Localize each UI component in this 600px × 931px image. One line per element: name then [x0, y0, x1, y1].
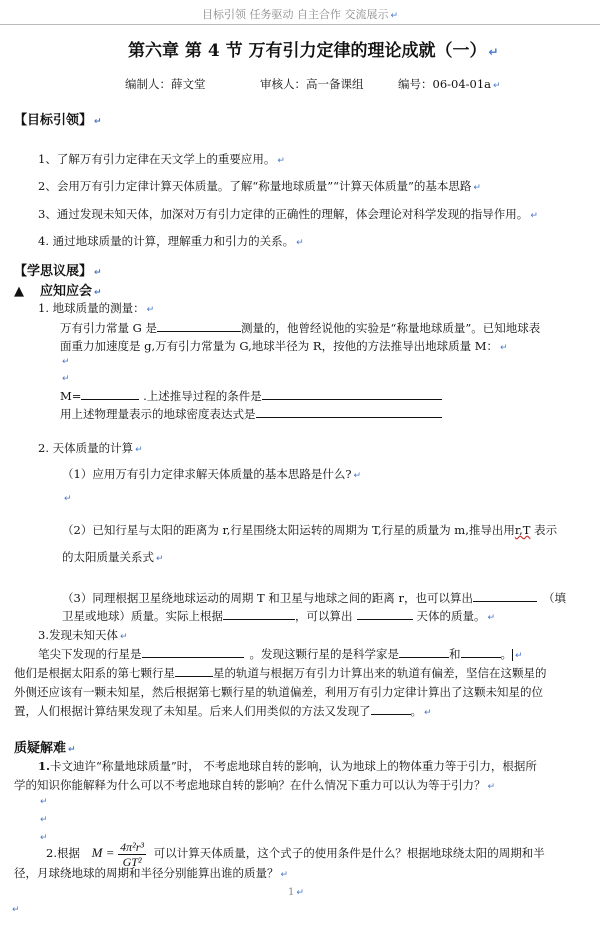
- section-qa: 质疑解难 ↵: [14, 741, 76, 756]
- item1-line2: 面重力加速度是 g,万有引力常量为 G,地球半径为 R，按他的方法推导出地球质量 M： ↵: [60, 339, 508, 353]
- meta-number: 编号：06-04-01a ↵: [398, 77, 501, 91]
- qa-q2-line2: 径，月球绕地球的周期和半径分别能算出谁的质量？ ↵: [14, 866, 289, 880]
- blank-field[interactable]: [256, 406, 442, 418]
- text-cursor: [512, 649, 513, 661]
- section-study: 【学思议展】 ↵: [14, 264, 102, 279]
- blank-field[interactable]: [371, 703, 411, 715]
- item2-q2: （2）已知行星与太阳的距离为 r,行星围绕太阳运转的周期为 T,行星的质量为 m,推导出用r,T 表示: [62, 523, 558, 537]
- item2-q3c: 卫星或地球）质量。实际上根据 ，可以算出 天体的质量。 ↵: [62, 609, 496, 623]
- blank-field[interactable]: [399, 646, 449, 658]
- empty-line: ↵: [62, 357, 70, 367]
- section-respond: ▲ 应知应会 ↵: [14, 284, 102, 299]
- goal-2: 2、会用万有引力定律计算天体质量。了解“称量地球质量”“计算天体质量”的基本思路 ↵: [38, 179, 481, 193]
- empty-line: ↵: [40, 797, 48, 807]
- item1-head: 1. 地球质量的测量： ↵: [38, 301, 155, 315]
- section-goals: 【目标引领】 ↵: [14, 113, 102, 128]
- item3-line2: 他们是根据太阳系的第七颗行星 星的轨道与根据万有引力计算出来的轨道有偏差，坚信在这颗星的: [14, 666, 547, 680]
- empty-line: ↵: [12, 905, 20, 915]
- blank-field[interactable]: [262, 388, 442, 400]
- item2-head: 2. 天体质量的计算 ↵: [38, 441, 143, 455]
- qa-q2-line1: 2.根据 M = $\frac{\text{4π²r³}}{\text{GT²}}$ 可以计算天体质量，这个式子的使用条件是什么？根据地球绕太阳的周期和半: [46, 839, 545, 869]
- meta-reviewer: 审核人：高一备课组: [260, 77, 364, 91]
- item2-q2c: 的太阳质量关系式 ↵: [62, 550, 164, 564]
- item2-q3: （3）同理根据卫星绕地球运动的周期 T 和卫星与地球之间的距离 r，也可以算出 （填: [62, 591, 566, 605]
- item3-line3: 外侧还应该有一颗未知星，然后根据第七颗行星的轨道偏差，利用万有引力定律计算出了这颗未知星的位: [14, 685, 543, 699]
- blank-field[interactable]: [461, 646, 501, 658]
- item1-density: 用上述物理量表示的地球密度表达式是: [60, 406, 442, 422]
- item3-line1: 笔尖下发现的行星是 。发现这颗行星的是科学家是 和 。 ↵: [38, 647, 523, 661]
- blank-field[interactable]: [357, 608, 413, 620]
- goal-1: 1、了解万有引力定律在天文学上的重要应用。 ↵: [38, 152, 285, 166]
- page-title: 第六章 第 4 节 万有引力定律的理论成就（一） ↵: [128, 41, 499, 61]
- formula-denominator: GT²: [122, 854, 142, 869]
- item1-line1: 万有引力常量 G 是 测量的，他曾经说他的实验是“称量地球质量”。已知地球表: [60, 321, 541, 335]
- qa-q1-line1: 1.卡文迪许“称量地球质量”时， 不考虑地球自转的影响，认为地球上的物体重力等于引力，根据所: [38, 759, 537, 773]
- item3-head: 3.发现未知天体 ↵: [38, 628, 128, 642]
- goal-4: 4. 通过地球质量的计算，理解重力和引力的关系。 ↵: [38, 234, 304, 248]
- running-header: 目标引领 任务驱动 自主合作 交流展示 ↵: [201, 8, 399, 21]
- blank-field[interactable]: [81, 388, 139, 400]
- empty-line: ↵: [40, 833, 48, 843]
- item1-mass: M= .上述推导过程的条件是: [60, 388, 442, 404]
- blank-field[interactable]: [175, 665, 213, 677]
- page-number: 1 ↵: [288, 887, 304, 898]
- item3-line4: 置，人们根据计算结果发现了未知星。后来人们用类似的方法又发现了 。 ↵: [14, 704, 432, 718]
- blank-field[interactable]: [157, 320, 241, 332]
- empty-line: ↵: [62, 374, 70, 384]
- header-rule: [0, 24, 600, 25]
- goal-3: 3、通过发现未知天体，加深对万有引力定律的正确性的理解，体会理论对科学发现的指导作用。 ↵: [38, 207, 538, 221]
- blank-field[interactable]: [142, 646, 244, 658]
- item2-q1: （1）应用万有引力定律求解天体质量的基本思路是什么? ↵: [62, 467, 362, 481]
- meta-editor: 编制人：薛文堂: [125, 77, 206, 91]
- qa-q1-line2: 学的知识你能解释为什么可以不考虑地球自转的影响？在什么情况下重力可以认为等于引力？ ↵: [14, 778, 496, 792]
- blank-field[interactable]: [223, 608, 295, 620]
- formula-lhs: M =: [91, 845, 115, 860]
- empty-line: ↵: [64, 494, 72, 504]
- blank-field[interactable]: [473, 590, 537, 602]
- empty-line: ↵: [40, 815, 48, 825]
- formula-numerator: 4π²r³: [120, 839, 145, 854]
